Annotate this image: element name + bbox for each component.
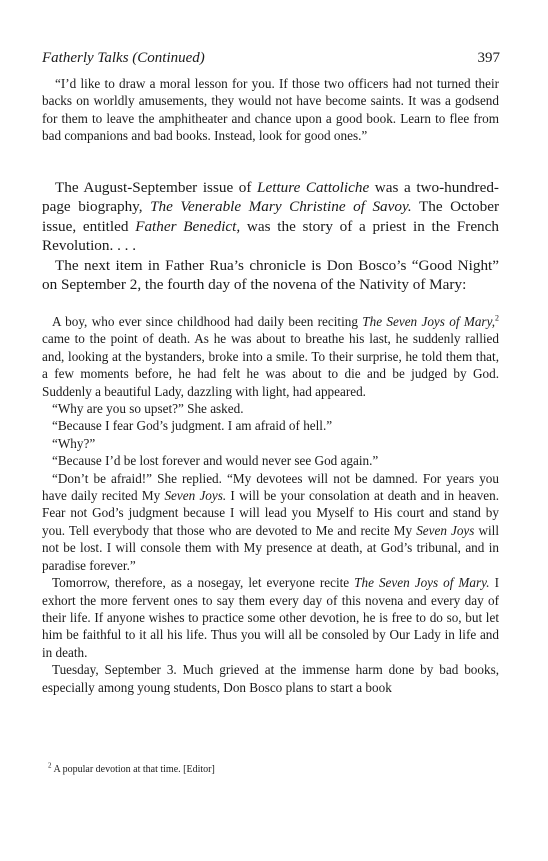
page-number: 397 bbox=[477, 50, 500, 66]
paragraph: The next item in Father Rua’s chronicle is Don Bosco’s “Good Night” on September 2, the fourth day of the novena of the Nativity of Mary: bbox=[42, 256, 499, 294]
footnote bbox=[48, 761, 215, 775]
paragraph: “Why are you so upset?” She asked. bbox=[52, 401, 244, 417]
paragraph: “Because I’d be lost forever and would never see God again.” bbox=[52, 453, 379, 469]
paragraph: Tuesday, September 3. Much grieved at the immense harm done by bad books, especially among young students, Don Bosco plans to start a book bbox=[42, 662, 499, 695]
running-header bbox=[42, 50, 500, 70]
quoted-lesson-block bbox=[42, 75, 499, 145]
footnote-marker: 2 bbox=[48, 761, 52, 770]
paragraph: Tomorrow, therefore, as a nosegay, let everyone recite The Seven Joys of Mary. I exhort the more fervent ones to say them every day of this novena and every day of their life. If anyone wishes to practice some other devotion, he is free to do so, but let him be faithful to it all his life. Thus you will all be consoled by Our Lady in life and in death. bbox=[42, 575, 499, 660]
paragraph: “Don’t be afraid!” She replied. “My devotees will not be damned. For years you have daily recited My Seven Joys. I will be your consolation at death and in heaven. Fear not God’s judgment because I will lead you Myself to His court and stand by you. Tell everybody that those who are devoted to Me and recite My Seven Joys will not be lost. I will console them with My presence at death, at God’s tribunal, and in paradise forever.” bbox=[42, 470, 500, 573]
footnote-text: A popular devotion at that time. [Editor] bbox=[51, 764, 215, 775]
paragraph: “Because I fear God’s judgment. I am afraid of hell.” bbox=[52, 418, 333, 434]
good-night-talk-block bbox=[42, 313, 499, 696]
paragraph: “Why?” bbox=[52, 435, 96, 451]
narrative-block bbox=[42, 178, 499, 294]
footnote-ref: 2 bbox=[495, 313, 499, 323]
paragraph: The August-September issue of Letture Cattoliche was a two-hundred-page biography, The Venerable Mary Christine of Savoy. The October issue, entitled Father Benedict, was the story of a priest in the French Revolution. . . . bbox=[42, 179, 499, 255]
running-title: Fatherly Talks (Continued) bbox=[42, 50, 205, 66]
paragraph: “I’d like to draw a moral lesson for you. If those two officers had not turned their backs on worldly amusements, they would not have become saints. It was a godsend for them to leave the amphitheater and chance upon a good book. Learn to flee from bad companions and bad books. Instead, look for good ones.” bbox=[42, 76, 499, 144]
paragraph: A boy, who ever since childhood had daily been reciting The Seven Joys of Mary,$^2$ came to the point of death. As he was about to breathe his last, he suddenly rallied and, looking at the bystanders, broke into a smile. To their surprise, he told them that, a few moments before, he had felt he was about to die and be judged by God. Suddenly a beautiful Lady, dazzling with light, had appeared. bbox=[42, 313, 499, 399]
